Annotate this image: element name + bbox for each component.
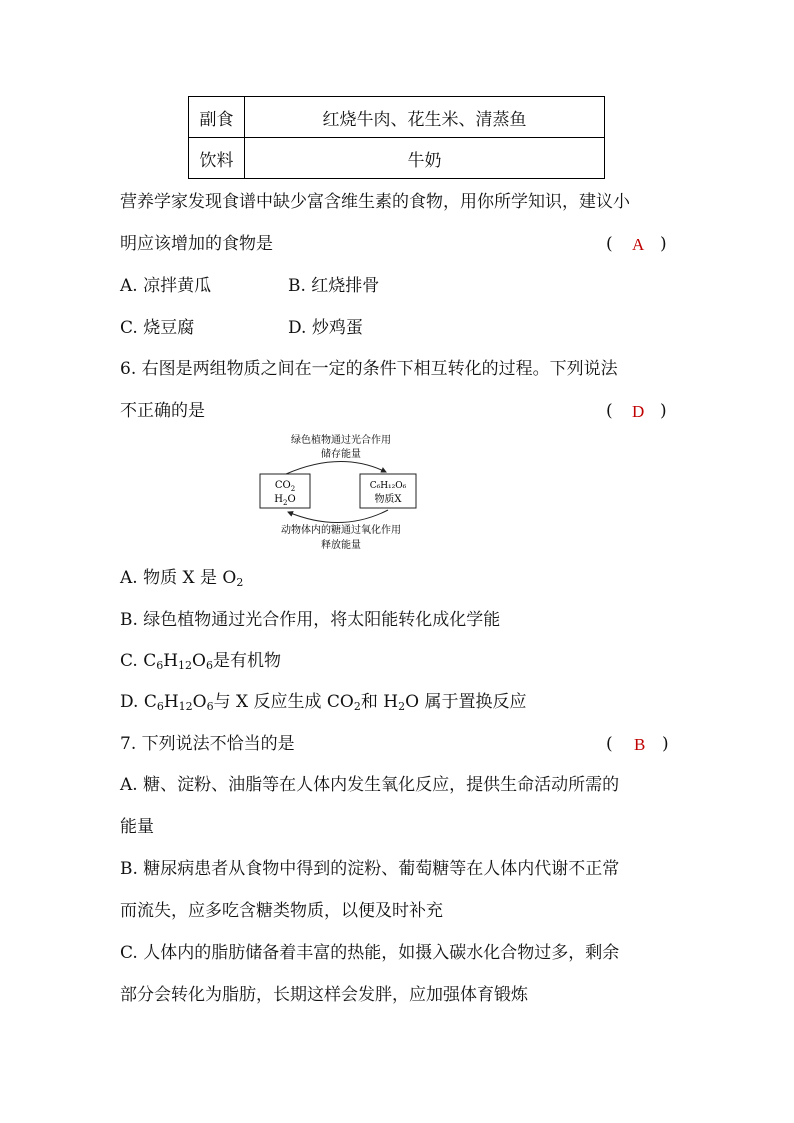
q5-option-c: C. 烧豆腐 xyxy=(120,318,195,338)
q7-option-a-line1: A. 糖、淀粉、油脂等在人体内发生氧化反应，提供生命活动所需的 xyxy=(120,775,620,795)
q7-option-a-line2: 能量 xyxy=(120,817,154,837)
q6-line1: 6. 右图是两组物质之间在一定的条件下相互转化的过程。下列说法 xyxy=(120,359,618,379)
q6-answer: D xyxy=(632,402,645,421)
oxidation-arrow xyxy=(288,510,388,523)
q6-option-c: C. $C_6H_{12}O_6$是有机物 xyxy=(120,651,281,672)
q7-option-c-line2: 部分会转化为脂肪，长期这样会发胖，应加强体育锻炼 xyxy=(120,985,528,1005)
left-box-co2: $CO_2$ xyxy=(274,480,296,493)
q5-option-d: D. 炒鸡蛋 xyxy=(288,318,363,338)
table-cell-items: 红烧牛肉、花生米、清蒸鱼 xyxy=(245,97,605,138)
q7-option-c-line1: C. 人体内的脂肪储备着丰富的热能，如摄入碳水化合物过多，剩余 xyxy=(120,943,620,963)
table-cell-category: 副食 xyxy=(189,97,245,138)
diagram-bottom-label-1: 动物体内的糖通过氧化作用 xyxy=(281,525,401,536)
q6-option-b: B. 绿色植物通过光合作用，将太阳能转化成化学能 xyxy=(120,610,501,630)
table-row xyxy=(189,97,605,138)
q6-paren-open: ( xyxy=(606,401,613,421)
q7-answer: B xyxy=(634,735,646,754)
q6-paren-close: ) xyxy=(660,401,667,421)
menu-table xyxy=(188,96,605,179)
q5-option-b: B. 红烧排骨 xyxy=(288,276,380,296)
right-box-substance-x: 物质X xyxy=(374,494,402,505)
q5-option-a: A. 凉拌黄瓜 xyxy=(120,276,212,296)
q5-line1: 营养学家发现食谱中缺少富含维生素的食物，用你所学知识，建议小 xyxy=(120,192,630,212)
table-cell-items: 牛奶 xyxy=(245,138,605,179)
photosynthesis-arrow xyxy=(286,461,386,474)
diagram-top-label-2: 储存能量 xyxy=(321,449,361,460)
diagram-top-label-1: 绿色植物通过光合作用 xyxy=(291,435,391,446)
q6-line2: 不正确的是 xyxy=(120,401,205,421)
q7-line1: 7. 下列说法不恰当的是 xyxy=(120,734,295,754)
q7-paren-close: ) xyxy=(662,734,669,754)
q5-line2: 明应该增加的食物是 xyxy=(120,234,273,254)
q5-paren-close: ) xyxy=(660,234,667,254)
left-box-h2o: $H_2O$ xyxy=(274,494,296,507)
q6-option-d: D. $C_6H_{12}O_6$与 X 反应生成 $CO_2$和 $H_2O$ 属于置换反应 xyxy=(120,692,527,713)
q7-option-b-line1: B. 糖尿病患者从食物中得到的淀粉、葡萄糖等在人体内代谢不正常 xyxy=(120,859,620,879)
q7-option-b-line2: 而流失，应多吃含糖类物质，以便及时补充 xyxy=(120,901,443,921)
q5-paren-open: ( xyxy=(606,234,613,254)
q6-option-a: A. 物质 X 是 $O_2$ xyxy=(120,568,244,589)
conversion-diagram xyxy=(256,434,426,556)
diagram-bottom-label-2: 释放能量 xyxy=(321,540,361,551)
q7-paren-open: ( xyxy=(606,734,613,754)
table-cell-category: 饮料 xyxy=(189,138,245,179)
q5-answer: A xyxy=(632,235,645,254)
table-row xyxy=(189,138,605,179)
right-box-glucose: C₆H₁₂O₆ xyxy=(369,481,407,491)
